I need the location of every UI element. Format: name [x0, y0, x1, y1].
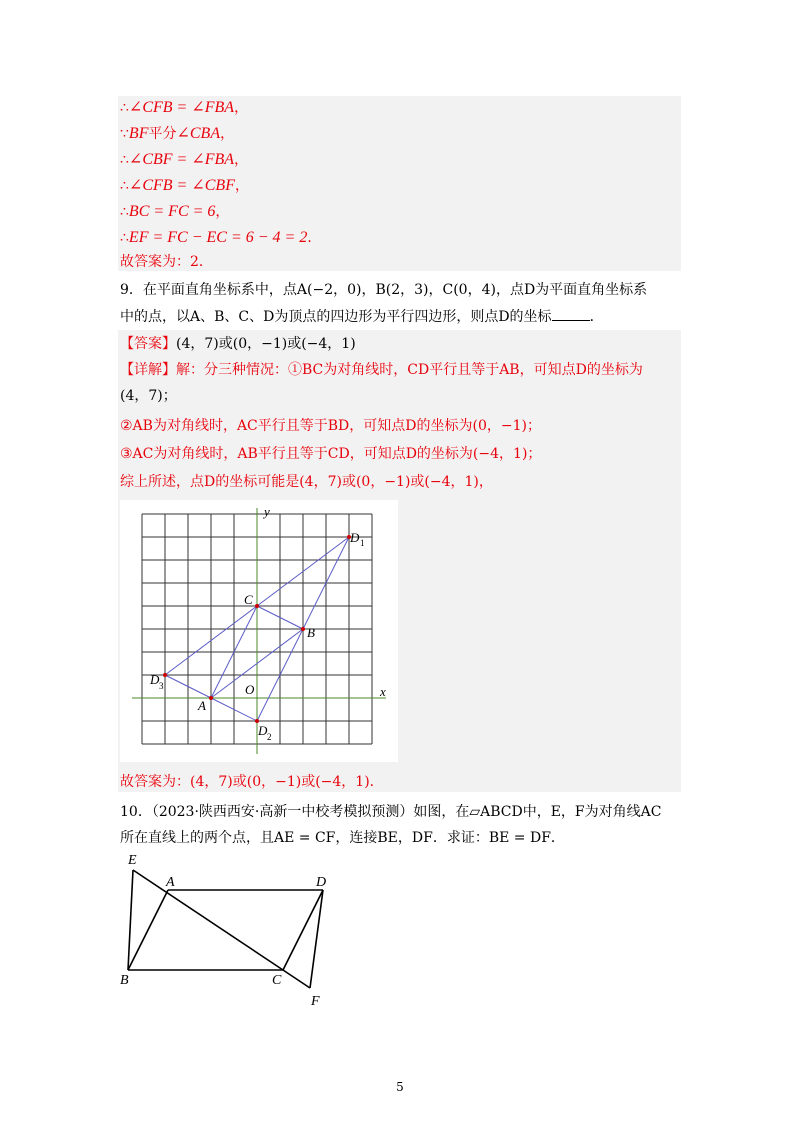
point-d3-label: D: [150, 672, 160, 687]
point-d-label: D: [316, 875, 327, 890]
point-c-label: C: [272, 973, 282, 988]
q9-detail-1b: (4，7)；: [120, 388, 177, 404]
q9-answer: 【答案】(4，7)或(0，−1)或(−4，1): [120, 336, 356, 352]
answer-blank: [552, 306, 590, 321]
point-d1-label: D: [350, 530, 360, 545]
prev-answer: 故答案为：2．: [120, 254, 213, 270]
prev-solution-line-3: ∴∠CBF = ∠FBA，: [120, 151, 249, 168]
q9-line-2: 中的点，以A、B、C、D为顶点的四边形为平行四边形，则点D的坐标 ．: [120, 306, 604, 327]
point-a-label: A: [198, 698, 206, 713]
coordinate-grid-figure: [120, 500, 398, 762]
q9-detail-2: ②AB为对角线时，AC平行且等于BD，可知点D的坐标为(0，−1)；: [120, 418, 541, 434]
point-d3-subscript: 3: [159, 681, 164, 691]
point-d2-label: D: [258, 723, 268, 738]
x-axis-label: x: [380, 684, 386, 699]
point-b-label: B: [120, 973, 129, 988]
parallelogram-edges: [128, 870, 323, 988]
prev-solution-line-5: ∴BC = FC = 6，: [120, 203, 230, 220]
prev-solution-line-1: ∴∠CFB = ∠FBA，: [120, 99, 249, 116]
y-axis-label: y: [264, 504, 270, 519]
parallelogram-figure: [118, 850, 338, 1010]
point-b-label: B: [307, 625, 315, 640]
q9-summary: 综上所述，点D的坐标可能是(4，7)或(0，−1)或(−4，1)，: [120, 474, 493, 490]
q9-final-answer: 故答案为：(4，7)或(0，−1)或(−4，1)．: [120, 774, 384, 790]
point-c-label: C: [244, 592, 253, 607]
origin-label: O: [245, 682, 255, 697]
q9-line-1: 9．在平面直角坐标系中，点A(−2，0)，B(2，3)，C(0，4)，点D为平面直角坐标系: [120, 282, 648, 298]
prev-solution-line-6: ∴EF = FC − EC = 6 − 4 = 2．: [120, 229, 322, 246]
point-a-label: A: [166, 875, 175, 890]
q10-line-1: 10．（2023·陕西西安·高新一中校考模拟预测）如图，在▱ABCD中，E，F为对角线AC: [120, 804, 662, 820]
page-number: 5: [396, 1080, 404, 1094]
q10-line-2: 所在直线上的两个点，且AE = CF，连接BE，DF．求证：BE = DF．: [120, 830, 565, 846]
point-f-label: F: [311, 994, 320, 1009]
prev-solution-line-4: ∴∠CFB = ∠CBF，: [120, 177, 249, 194]
q9-detail-1: 【详解】解：分三种情况：①BC为对角线时，CD平行且等于AB，可知点D的坐标为: [120, 362, 643, 378]
q9-detail-3: ③AC为对角线时，AB平行且等于CD，可知点D的坐标为(−4，1)；: [120, 446, 542, 462]
point-e-label: E: [128, 853, 137, 868]
point-d2-subscript: 2: [267, 732, 272, 742]
point-d1-subscript: 1: [360, 538, 365, 548]
prev-solution-line-2: ∵BF平分∠CBA，: [120, 125, 235, 142]
